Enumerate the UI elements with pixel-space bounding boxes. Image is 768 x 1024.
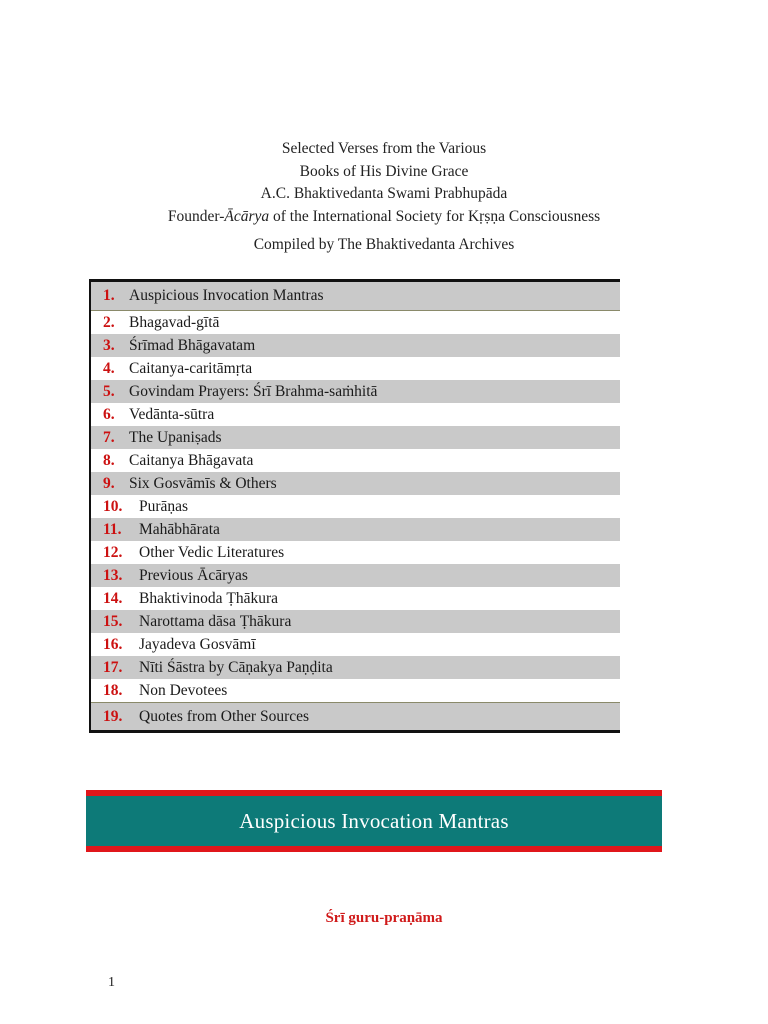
toc-title: Non Devotees	[139, 681, 228, 699]
toc-row[interactable]	[91, 541, 620, 564]
toc-title: Mahābhārata	[139, 520, 220, 538]
toc-number: 4.	[103, 359, 115, 377]
toc-title: Auspicious Invocation Mantras	[129, 287, 324, 304]
toc-row[interactable]	[91, 449, 620, 472]
toc-row[interactable]	[91, 472, 620, 495]
toc-number: 12.	[103, 543, 123, 561]
header-line-2: Books of His Divine Grace	[299, 162, 469, 180]
toc-number: 8.	[103, 451, 115, 469]
toc-number: 19.	[103, 707, 123, 725]
toc-title: Other Vedic Literatures	[139, 543, 285, 561]
toc-row[interactable]	[91, 311, 620, 334]
toc-title: Śrīmad Bhāgavatam	[129, 336, 256, 354]
toc-row[interactable]	[91, 380, 620, 403]
toc-row[interactable]	[91, 633, 620, 656]
toc-title: Previous Ācāryas	[139, 566, 248, 584]
toc-number: 6.	[103, 405, 115, 423]
toc-title: Vedānta-sūtra	[129, 405, 215, 423]
toc-title: Nīti Śāstra by Cāṇakya Paṇḍita	[139, 658, 333, 676]
toc-row[interactable]	[91, 282, 620, 311]
toc-title: Quotes from Other Sources	[139, 707, 310, 725]
header-line-3: A.C. Bhaktivedanta Swami Prabhupāda	[260, 185, 508, 202]
header-line-4	[0, 206, 768, 229]
toc-row[interactable]	[91, 610, 620, 633]
toc-row[interactable]	[91, 587, 620, 610]
toc-title: The Upaniṣads	[129, 428, 222, 446]
header-line-4-pre: Founder-	[167, 207, 225, 225]
toc-row[interactable]	[91, 495, 620, 518]
toc-number: 16.	[103, 635, 123, 653]
toc-row[interactable]	[91, 656, 620, 679]
toc-title: Narottama dāsa Ṭhākura	[139, 612, 292, 630]
verse-subheading: Śrī guru-praṇāma	[325, 910, 443, 926]
header-line-4-italic: Ācārya	[224, 207, 270, 225]
section-banner	[86, 790, 662, 852]
toc-row[interactable]	[91, 702, 620, 730]
header-line-1: Selected Verses from the Various	[281, 140, 487, 157]
toc-number: 11.	[103, 520, 122, 538]
toc-number: 15.	[103, 612, 123, 630]
toc-title: Govindam Prayers: Śrī Brahma-saṁhitā	[129, 382, 378, 400]
toc-title: Six Gosvāmīs & Others	[129, 474, 277, 492]
toc-row[interactable]	[91, 564, 620, 587]
toc-number: 7.	[103, 428, 115, 446]
table-of-contents	[89, 279, 620, 733]
toc-number: 17.	[103, 658, 123, 676]
toc-number: 10.	[103, 497, 123, 515]
toc-number: 14.	[103, 589, 123, 607]
toc-row[interactable]	[91, 426, 620, 449]
toc-title: Bhagavad-gītā	[129, 313, 220, 331]
toc-number: 13.	[103, 566, 123, 584]
toc-number: 5.	[103, 382, 115, 400]
section-banner-title: Auspicious Invocation Mantras	[239, 808, 509, 833]
toc-number: 9.	[103, 474, 115, 492]
toc-row[interactable]	[91, 403, 620, 426]
toc-number: 1.	[103, 287, 115, 304]
toc-row[interactable]	[91, 518, 620, 541]
compiled-by-line: Compiled by The Bhaktivedanta Archives	[253, 236, 515, 253]
toc-title: Caitanya-caritāmṛta	[129, 359, 253, 377]
toc-title: Jayadeva Gosvāmī	[139, 635, 256, 653]
toc-title: Caitanya Bhāgavata	[129, 451, 254, 469]
toc-number: 18.	[103, 681, 123, 699]
toc-number: 2.	[103, 313, 115, 331]
toc-row[interactable]	[91, 334, 620, 357]
header-line-4-post: of the International Society for Kṛṣṇa Consciousness	[269, 207, 601, 225]
toc-title: Bhaktivinoda Ṭhākura	[139, 589, 279, 607]
document-header	[0, 138, 768, 257]
toc-title: Purāṇas	[139, 497, 189, 515]
toc-number: 3.	[103, 336, 115, 354]
toc-row[interactable]	[91, 357, 620, 380]
page-number: 1	[108, 975, 115, 990]
toc-row[interactable]	[91, 679, 620, 702]
